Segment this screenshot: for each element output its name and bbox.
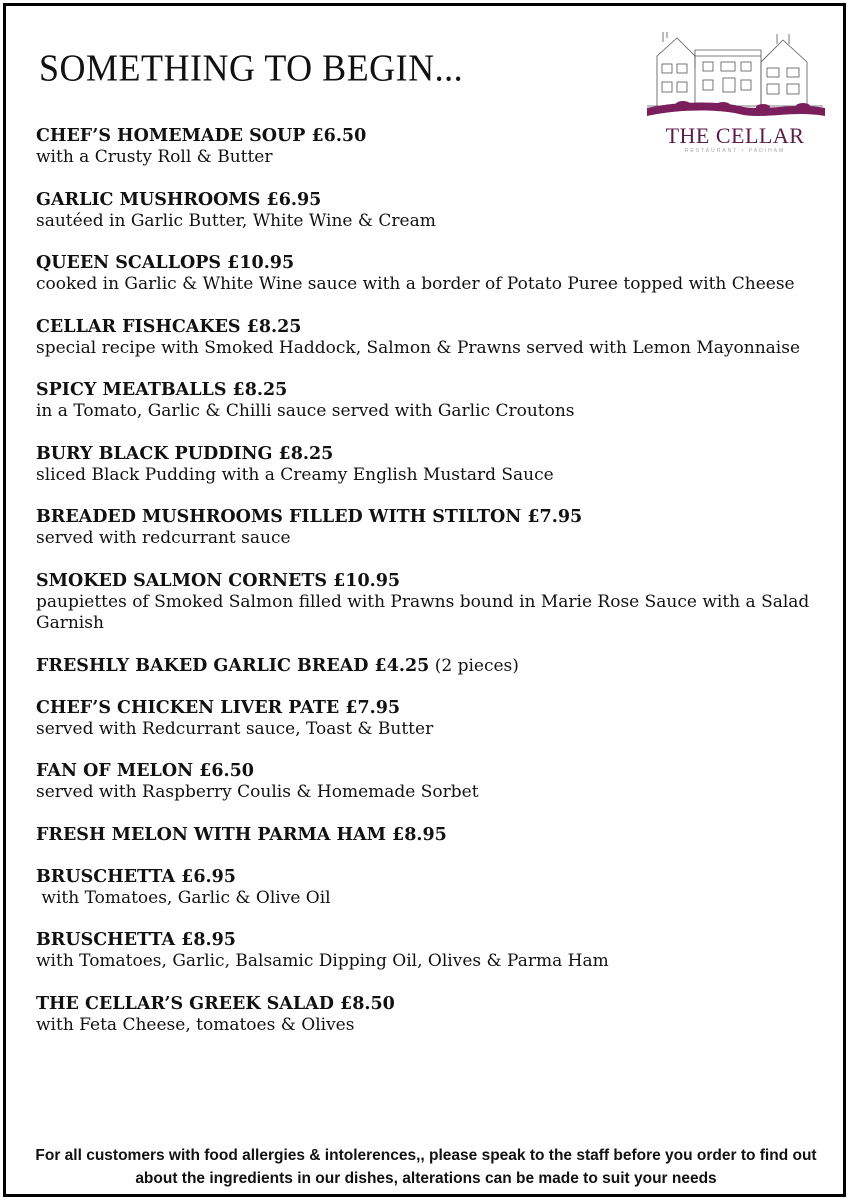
menu-item-description: with Feta Cheese, tomatoes & Olives — [36, 1014, 355, 1035]
menu-item-description: special recipe with Smoked Haddock, Salmon & Prawns served with Lemon Mayonnaise — [36, 337, 801, 358]
logo-name: THE CELLAR — [665, 123, 805, 148]
allergy-notice: For all customers with food allergies & intolerences,, please speak to the staff before you order to find out about the ingredients in our dishes, alterations can be made to suit your needs — [35, 1147, 817, 1187]
menu-item-description: sautéed in Garlic Butter, White Wine & Cream — [36, 210, 436, 231]
menu-item-name: SMOKED SALMON CORNETS £10.95 — [36, 570, 401, 591]
menu-item-description: with a Crusty Roll & Butter — [36, 147, 273, 167]
menu-item-name: THE CELLAR’S GREEK SALAD £8.50 — [36, 993, 395, 1014]
menu-item-name: CHEF’S CHICKEN LIVER PATE £7.95 — [36, 697, 401, 718]
menu-item — [36, 316, 826, 360]
restaurant-building-icon — [643, 28, 827, 124]
menu-item-description: with Tomatoes, Garlic, Balsamic Dipping Oil, Olives & Parma Ham — [36, 951, 609, 971]
menu-item — [36, 993, 826, 1037]
menu-item-description: served with Redcurrant sauce, Toast & Butter — [36, 718, 434, 739]
menu-item-name: BRUSCHETTA £6.95 — [36, 866, 236, 887]
page-title: SOMETHING TO BEGIN... — [39, 47, 464, 90]
menu-item-description: served with redcurrant sauce — [36, 528, 291, 548]
menu-page — [3, 3, 846, 1197]
menu-item-name: BREADED MUSHROOMS FILLED WITH STILTON £7.95 — [36, 507, 583, 527]
menu-item-description: sliced Black Pudding with a Creamy English Mustard Sauce — [36, 464, 554, 485]
menu-item-name: CELLAR FISHCAKES £8.25 — [36, 316, 302, 337]
menu-item-name-text: FRESHLY BAKED GARLIC BREAD £4.25 — [36, 655, 430, 676]
menu-item — [36, 570, 826, 635]
menu-item-description: cooked in Garlic & White Wine sauce with a border of Potato Puree topped with Cheese — [36, 274, 795, 294]
menu-list — [36, 125, 826, 1056]
menu-item — [36, 824, 826, 846]
menu-item-name: FRESH MELON WITH PARMA HAM £8.95 — [36, 824, 447, 845]
menu-item — [36, 379, 826, 423]
menu-item-description: paupiettes of Smoked Salmon filled with Prawns bound in Marie Rose Sauce with a Salad Garnish — [36, 591, 810, 633]
menu-item-name: QUEEN SCALLOPS £10.95 — [36, 253, 295, 273]
menu-item-name: GARLIC MUSHROOMS £6.95 — [36, 189, 322, 210]
menu-item-description: in a Tomato, Garlic & Chilli sauce served with Garlic Croutons — [36, 401, 575, 421]
menu-item — [36, 252, 826, 296]
menu-item-name: BURY BLACK PUDDING £8.25 — [36, 443, 334, 464]
menu-item — [36, 697, 826, 741]
menu-item — [36, 655, 826, 677]
menu-item — [36, 506, 826, 550]
menu-item-note: (2 pieces) — [429, 655, 519, 676]
menu-item-name: FAN OF MELON £6.50 — [36, 761, 254, 781]
menu-item — [36, 866, 826, 910]
menu-item — [36, 929, 826, 973]
menu-item-name — [36, 655, 826, 677]
menu-item-name: SPICY MEATBALLS £8.25 — [36, 380, 288, 400]
logo-subtitle: RESTAURANT • PADIHAM — [684, 148, 786, 154]
menu-item-name: CHEF’S HOMEMADE SOUP £6.50 — [36, 126, 367, 146]
menu-item-name: BRUSCHETTA £8.95 — [36, 930, 236, 950]
menu-item — [36, 443, 826, 487]
menu-item — [36, 125, 826, 169]
menu-item — [36, 189, 826, 233]
menu-item-description: with Tomatoes, Garlic & Olive Oil — [36, 887, 331, 908]
menu-item — [36, 760, 826, 804]
menu-item-description: served with Raspberry Coulis & Homemade Sorbet — [36, 782, 479, 802]
